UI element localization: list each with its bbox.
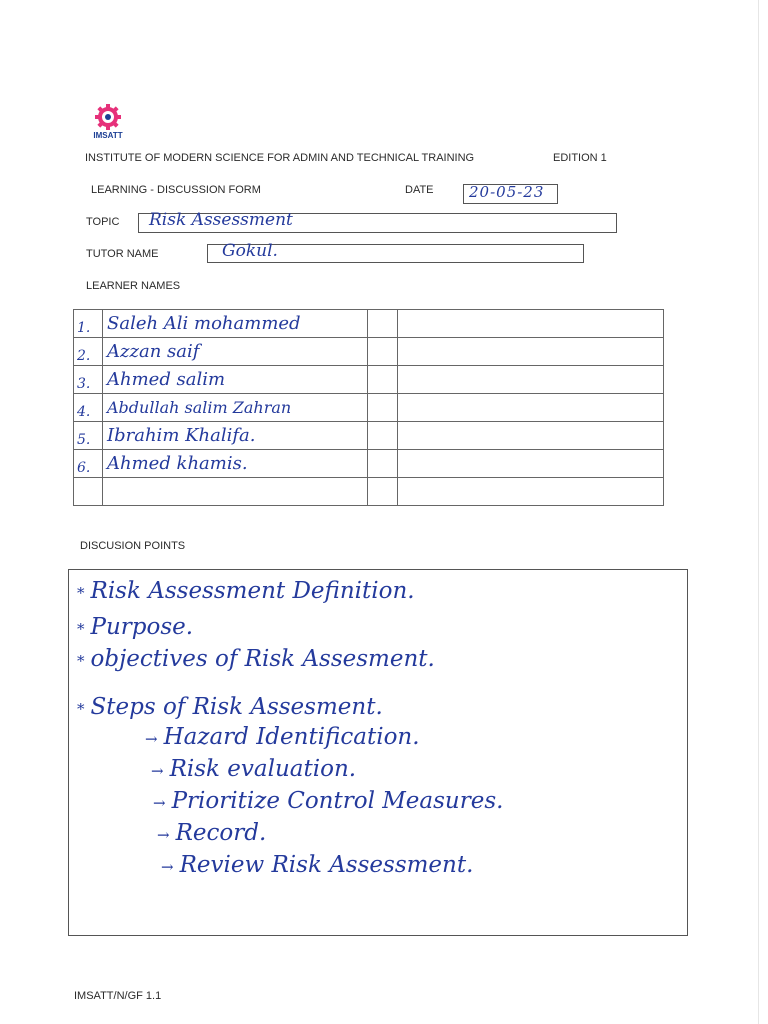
tutor-label: TUTOR NAME xyxy=(86,248,159,260)
arrow-right-icon: → xyxy=(153,794,166,812)
date-label: DATE xyxy=(405,184,434,196)
discussion-point: * Steps of Risk Assesment. xyxy=(77,694,383,720)
table-cell[interactable] xyxy=(368,450,398,478)
arrow-right-icon: → xyxy=(145,730,158,748)
table-row xyxy=(74,478,664,506)
topic-label: TOPIC xyxy=(86,216,120,228)
learner-name: Ahmed salim xyxy=(107,369,226,390)
discussion-subpoint: → Risk evaluation. xyxy=(151,756,357,782)
table-row xyxy=(74,338,664,366)
learner-name: Azzan saif xyxy=(107,341,200,362)
table-row xyxy=(74,394,664,422)
discussion-points-label: DISCUSION POINTS xyxy=(80,540,186,552)
table-cell[interactable] xyxy=(368,394,398,422)
table-cell[interactable] xyxy=(368,310,398,338)
discussion-subpoint: → Prioritize Control Measures. xyxy=(153,788,504,814)
learner-number xyxy=(74,488,77,504)
learner-number: 4. xyxy=(77,404,91,420)
form-title: LEARNING - DISCUSSION FORM xyxy=(91,184,261,196)
discussion-subpoint: → Review Risk Assessment. xyxy=(161,852,474,878)
table-row xyxy=(74,366,664,394)
table-cell[interactable] xyxy=(398,338,664,366)
date-value: 20-05-23 xyxy=(469,183,545,201)
gear-icon xyxy=(86,104,130,134)
learner-name xyxy=(103,481,107,502)
bullet-icon: * xyxy=(77,700,85,718)
learner-number: 1. xyxy=(77,320,91,336)
date-box[interactable] xyxy=(463,184,558,204)
learner-names-label: LEARNER NAMES xyxy=(86,280,181,292)
discussion-point: * Risk Assessment Definition. xyxy=(77,578,415,604)
learner-number: 5. xyxy=(77,432,91,448)
table-row xyxy=(74,450,664,478)
edition-label: EDITION 1 xyxy=(553,152,607,164)
discussion-point: * Purpose. xyxy=(77,614,194,640)
table-cell[interactable] xyxy=(398,310,664,338)
tutor-value: Gokul. xyxy=(222,241,278,261)
form-code: IMSATT/N/GF 1.1 xyxy=(74,990,162,1002)
arrow-right-icon: → xyxy=(157,826,170,844)
table-cell[interactable] xyxy=(368,422,398,450)
learner-name: Abdullah salim Zahran xyxy=(107,398,292,417)
table-cell[interactable] xyxy=(368,478,398,506)
learner-number: 3. xyxy=(77,376,91,392)
learner-number: 2. xyxy=(77,348,91,364)
arrow-right-icon: → xyxy=(151,762,164,780)
table-row xyxy=(74,310,664,338)
table-cell[interactable] xyxy=(398,450,664,478)
table-cell[interactable] xyxy=(398,394,664,422)
learner-number: 6. xyxy=(77,460,91,476)
topic-value: Risk Assessment xyxy=(149,210,293,230)
discussion-points-box[interactable] xyxy=(68,569,688,936)
bullet-icon: * xyxy=(77,584,85,602)
arrow-right-icon: → xyxy=(161,858,174,876)
table-cell[interactable] xyxy=(398,422,664,450)
learner-name: Ahmed khamis. xyxy=(107,453,248,474)
discussion-subpoint: → Record. xyxy=(157,820,267,846)
table-cell[interactable] xyxy=(398,366,664,394)
table-cell[interactable] xyxy=(398,478,664,506)
table-cell[interactable] xyxy=(368,366,398,394)
institute-name: INSTITUTE OF MODERN SCIENCE FOR ADMIN AND TECHNICAL TRAINING xyxy=(85,152,475,164)
learner-name: Saleh Ali mohammed xyxy=(107,313,301,334)
imsatt-logo xyxy=(86,104,130,146)
discussion-subpoint: → Hazard Identification. xyxy=(145,724,420,750)
table-cell[interactable] xyxy=(368,338,398,366)
learner-name: Ibrahim Khalifa. xyxy=(107,425,256,446)
tutor-field[interactable] xyxy=(207,241,584,263)
discussion-point: * objectives of Risk Assesment. xyxy=(77,646,435,672)
bullet-icon: * xyxy=(77,652,85,670)
table-row xyxy=(74,422,664,450)
topic-field[interactable] xyxy=(138,210,617,233)
learners-table xyxy=(73,309,664,506)
bullet-icon: * xyxy=(77,620,85,638)
logo-text: IMSATT xyxy=(93,131,123,140)
page-edge xyxy=(758,0,759,1024)
